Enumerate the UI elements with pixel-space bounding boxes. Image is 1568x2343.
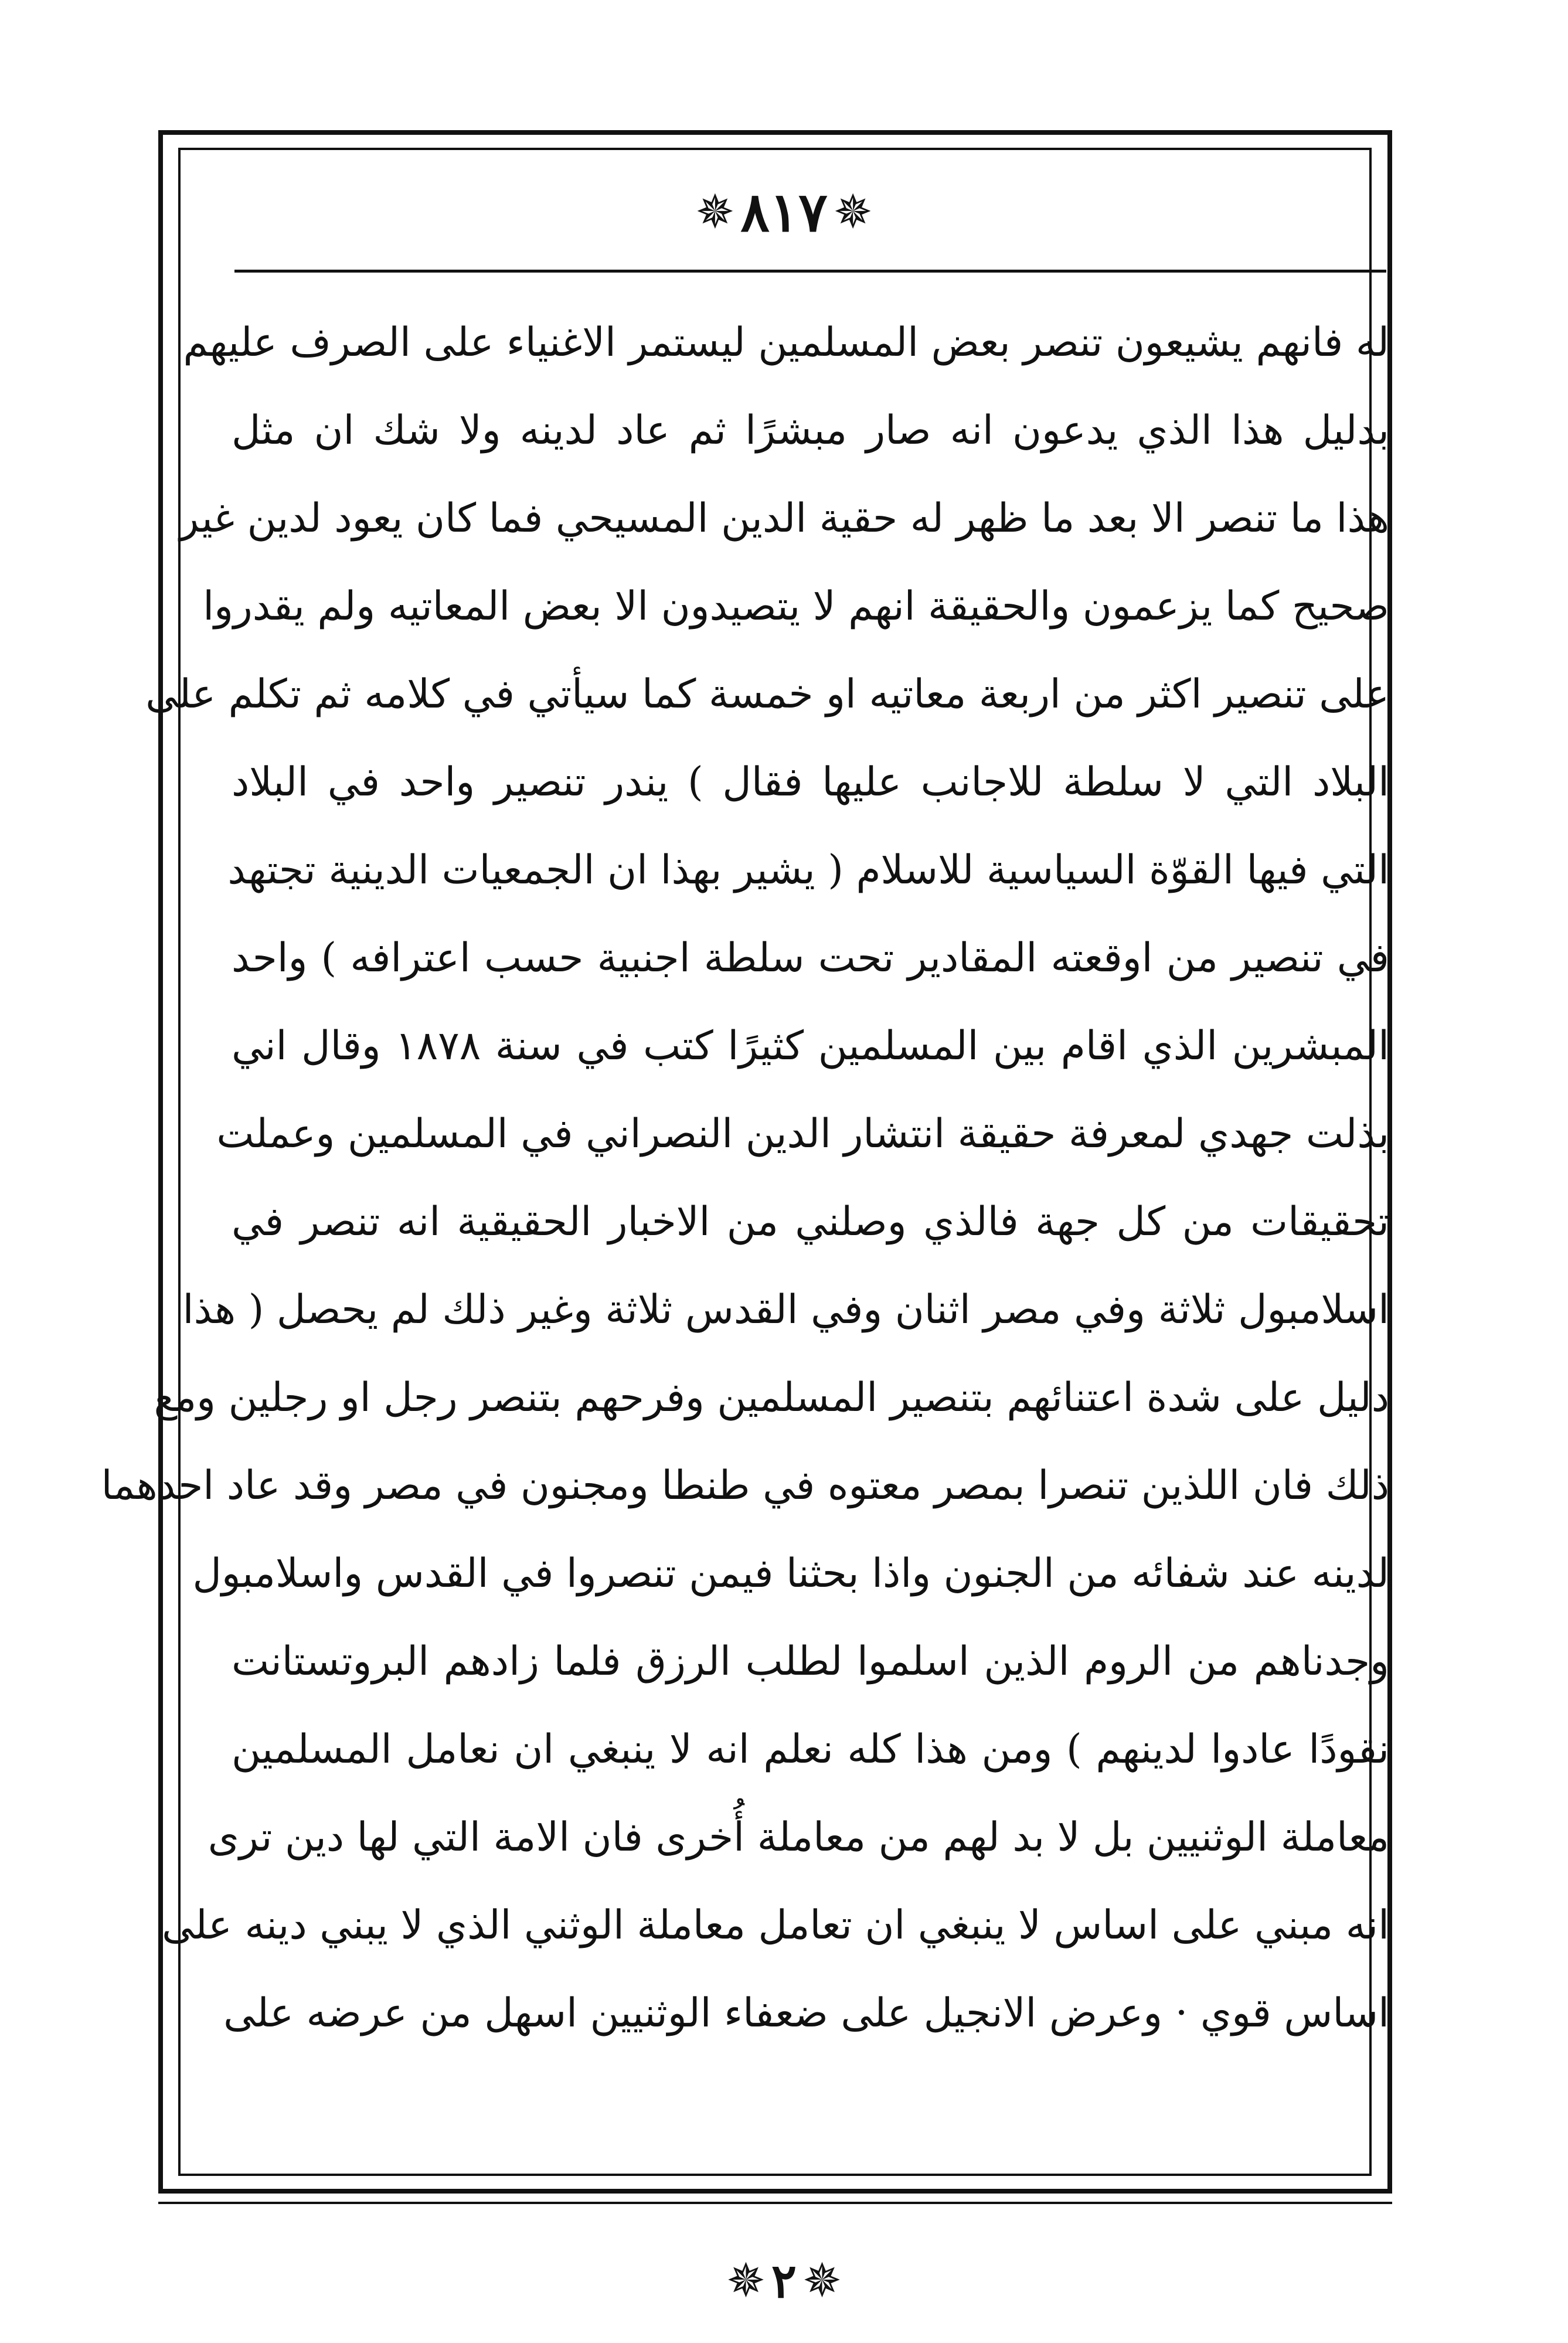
page-number-header	[0, 173, 1568, 247]
text-line: له فانهم يشيعون تنصر بعض المسلمين ليستمر الاغنياء على الصرف عليهم	[183, 319, 1389, 366]
text-line: اساس قوي · وعرض الانجيل على ضعفاء الوثنيين اسهل من عرضه على	[223, 1990, 1389, 2036]
text-line: التي فيها القوّة السياسية للاسلام ( يشير بهذا ان الجمعيات الدينية تجتهد	[227, 847, 1389, 893]
text-line: على تنصير اكثر من اربعة معاتيه او خمسة كما سيأتي في كلامه ثم تكلم على	[145, 671, 1389, 717]
ornament-star-icon: ✵	[695, 185, 735, 240]
text-line: انه مبني على اساس لا ينبغي ان تعامل معاملة الوثني الذي لا يبني دينه على	[162, 1902, 1389, 1948]
ornament-star-icon: ✵	[833, 185, 873, 240]
text-body	[101, 299, 1389, 2058]
text-line: معاملة الوثنيين بل لا بد لهم من معاملة أُخرى فان الامة التي لها دين ترى	[208, 1814, 1389, 1861]
text-line: هذا ما تنصر الا بعد ما ظهر له حقية الدين المسيحي فما كان يعود لدين غير	[179, 495, 1389, 542]
text-line: وجدناهم من الروم الذين اسلموا لطلب الرزق فلما زادهم البروتستانت	[232, 1638, 1389, 1685]
text-line: بدليل هذا الذي يدعون انه صار مبشرًا ثم عاد لدينه ولا شك ان مثل	[232, 407, 1389, 454]
text-line: في تنصير من اوقعته المقادير تحت سلطة اجنبية حسب اعترافه ) واحد	[232, 935, 1389, 981]
text-line: دليل على شدة اعتنائهم بتنصير المسلمين وفرحهم بتنصر رجل او رجلين ومع	[154, 1375, 1389, 1421]
text-line: اسلامبول ثلاثة وفي مصر اثنان وفي القدس ثلاثة وغير ذلك لم يحصل ( هذا	[182, 1287, 1389, 1333]
page-number: ٨١٧	[740, 181, 828, 244]
bottom-rule	[158, 2202, 1392, 2204]
signature-mark	[0, 2245, 1568, 2313]
header-divider	[234, 270, 1386, 273]
text-line: البلاد التي لا سلطة للاجانب عليها فقال ) يندر تنصير واحد في البلاد	[232, 759, 1389, 805]
text-line: بذلت جهدي لمعرفة حقيقة انتشار الدين النصراني في المسلمين وعملت	[216, 1111, 1389, 1157]
ornament-star-icon: ✵	[726, 2253, 766, 2308]
text-line: صحيح كما يزعمون والحقيقة انهم لا يتصيدون الا بعض المعاتيه ولم يقدروا	[203, 583, 1389, 630]
text-line: ذلك فان اللذين تنصرا بمصر معتوه في طنطا ومجنون في مصر وقد عاد احدهما	[101, 1463, 1389, 1509]
text-line: نقودًا عادوا لدينهم ) ومن هذا كله نعلم انه لا ينبغي ان نعامل المسلمين	[232, 1726, 1389, 1773]
text-line: لدينه عند شفائه من الجنون واذا بحثنا فيمن تنصروا في القدس واسلامبول	[192, 1550, 1389, 1597]
text-line: المبشرين الذي اقام بين المسلمين كثيرًا كتب في سنة ١٨٧٨ وقال اني	[232, 1023, 1389, 1069]
text-line: تحقيقات من كل جهة فالذي وصلني من الاخبار الحقيقية انه تنصر في	[232, 1199, 1389, 1245]
signature-number: ٢	[771, 2253, 797, 2308]
ornament-star-icon: ✵	[802, 2253, 842, 2308]
